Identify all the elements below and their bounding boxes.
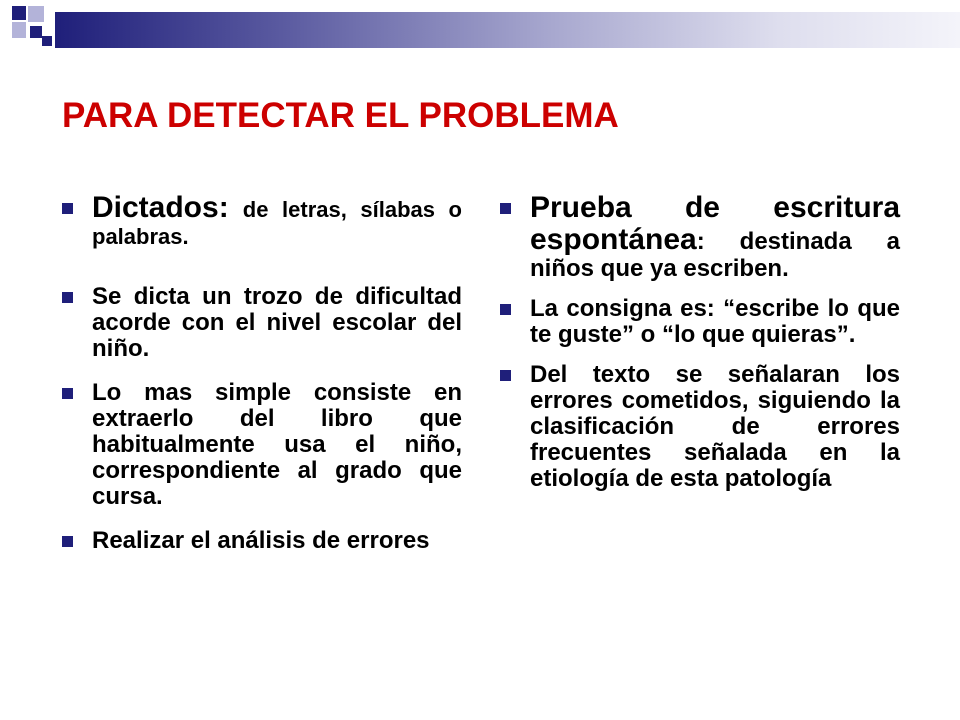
corner-square-4: [30, 26, 42, 38]
list-item: [500, 296, 900, 348]
corner-square-1: [12, 6, 26, 20]
right-column: [500, 192, 900, 492]
list-item-dictados: [62, 192, 462, 250]
list-item: [62, 380, 462, 510]
item-text: Realizar el análisis de errores: [92, 527, 430, 554]
item-text: La consigna es: “escribe lo que te guste” o “lo que quieras”.: [530, 295, 900, 348]
corner-square-3: [12, 22, 26, 38]
bullet-square-icon: [62, 388, 73, 399]
bullet-square-icon: [500, 203, 511, 214]
list-item: [62, 284, 462, 362]
item-text: Lo mas simple consiste en extraerlo del libro que habitualmente usa el niño, correspondiente al grado que cursa.: [92, 379, 462, 510]
header-gradient-bar: [55, 12, 960, 48]
corner-square-5: [42, 36, 52, 46]
item-lead: Dictados:: [92, 191, 229, 224]
item-text: Del texto se señalaran los errores cometidos, siguiendo la clasificación de errores frecuentes señalada en la etiología de esta patología: [530, 361, 900, 492]
item-text: : destinada a niños que ya escriben.: [530, 228, 900, 282]
bullet-square-icon: [62, 536, 73, 547]
item-text: Se dicta un trozo de dificultad acorde con el nivel escolar del niño.: [92, 283, 462, 362]
list-item: [62, 528, 462, 554]
left-column: [62, 192, 462, 554]
bullet-square-icon: [500, 304, 511, 315]
bullet-square-icon: [62, 203, 73, 214]
item-lead: Prueba de escritura espontánea: [530, 191, 900, 256]
slide-title: PARA DETECTAR EL PROBLEMA: [62, 96, 619, 135]
list-item: [500, 362, 900, 492]
list-item-prueba: [500, 192, 900, 282]
bullet-square-icon: [62, 292, 73, 303]
item-text: de letras, sílabas o palabras.: [92, 197, 462, 249]
corner-square-2: [28, 6, 44, 22]
bullet-square-icon: [500, 370, 511, 381]
